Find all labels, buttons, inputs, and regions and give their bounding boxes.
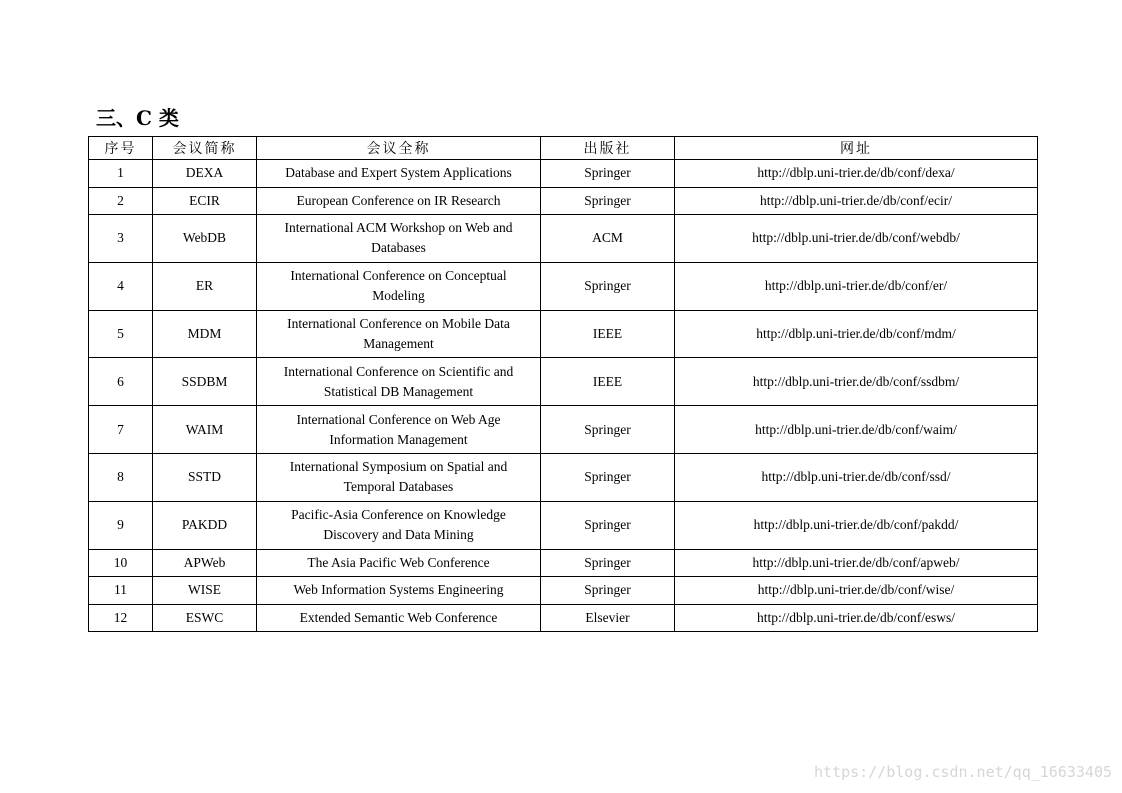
cell-url: http://dblp.uni-trier.de/db/conf/ecir/ [675,187,1038,215]
cell-index: 10 [89,549,153,577]
cell-url: http://dblp.uni-trier.de/db/conf/er/ [675,262,1038,310]
cell-full-name: International Conference on Conceptual Modeling [257,262,541,310]
cell-publisher: IEEE [541,358,675,406]
table-row [89,501,1038,549]
cell-index: 3 [89,215,153,263]
cell-index: 6 [89,358,153,406]
cell-url: http://dblp.uni-trier.de/db/conf/pakdd/ [675,501,1038,549]
cell-abbreviation: MDM [153,310,257,358]
cell-publisher: Springer [541,262,675,310]
cell-abbreviation: SSDBM [153,358,257,406]
cell-full-name: Database and Expert System Applications [257,160,541,188]
cell-index: 11 [89,577,153,605]
header-index: 序号 [89,137,153,160]
header-url: 网址 [675,137,1038,160]
header-publisher: 出版社 [541,137,675,160]
cell-abbreviation: SSTD [153,453,257,501]
table-row [89,358,1038,406]
cell-url: http://dblp.uni-trier.de/db/conf/mdm/ [675,310,1038,358]
cell-publisher: Springer [541,577,675,605]
cell-abbreviation: APWeb [153,549,257,577]
cell-index: 5 [89,310,153,358]
table-row [89,262,1038,310]
section-title: 三、C 类 [96,106,179,130]
cell-full-name: Web Information Systems Engineering [257,577,541,605]
cell-index: 9 [89,501,153,549]
table-row [89,310,1038,358]
conference-table [88,136,1038,632]
cell-url: http://dblp.uni-trier.de/db/conf/apweb/ [675,549,1038,577]
cell-publisher: Springer [541,187,675,215]
cell-publisher: Springer [541,549,675,577]
table-row [89,549,1038,577]
cell-full-name: The Asia Pacific Web Conference [257,549,541,577]
watermark: https://blog.csdn.net/qq_16633405 [813,763,1112,781]
table-header-row [89,137,1038,160]
cell-publisher: IEEE [541,310,675,358]
cell-abbreviation: WAIM [153,406,257,454]
table-row [89,160,1038,188]
cell-publisher: Springer [541,501,675,549]
cell-index: 7 [89,406,153,454]
cell-publisher: Springer [541,453,675,501]
cell-abbreviation: WebDB [153,215,257,263]
cell-url: http://dblp.uni-trier.de/db/conf/dexa/ [675,160,1038,188]
cell-index: 4 [89,262,153,310]
cell-url: http://dblp.uni-trier.de/db/conf/webdb/ [675,215,1038,263]
cell-full-name: Pacific-Asia Conference on Knowledge Discovery and Data Mining [257,501,541,549]
cell-full-name: International Conference on Mobile Data Management [257,310,541,358]
cell-full-name: International Conference on Web Age Information Management [257,406,541,454]
table-row [89,406,1038,454]
cell-abbreviation: DEXA [153,160,257,188]
cell-full-name: Extended Semantic Web Conference [257,604,541,632]
table-row [89,187,1038,215]
table-row [89,215,1038,263]
cell-url: http://dblp.uni-trier.de/db/conf/wise/ [675,577,1038,605]
cell-abbreviation: WISE [153,577,257,605]
cell-index: 12 [89,604,153,632]
cell-url: http://dblp.uni-trier.de/db/conf/waim/ [675,406,1038,454]
cell-full-name: International Symposium on Spatial and Temporal Databases [257,453,541,501]
cell-url: http://dblp.uni-trier.de/db/conf/esws/ [675,604,1038,632]
cell-abbreviation: PAKDD [153,501,257,549]
header-abbreviation: 会议简称 [153,137,257,160]
table-row [89,577,1038,605]
cell-publisher: Springer [541,406,675,454]
cell-publisher: Springer [541,160,675,188]
header-full-name: 会议全称 [257,137,541,160]
cell-full-name: International ACM Workshop on Web and Databases [257,215,541,263]
cell-abbreviation: ESWC [153,604,257,632]
cell-abbreviation: ER [153,262,257,310]
cell-full-name: European Conference on IR Research [257,187,541,215]
cell-index: 2 [89,187,153,215]
table-row [89,453,1038,501]
cell-url: http://dblp.uni-trier.de/db/conf/ssd/ [675,453,1038,501]
cell-index: 1 [89,160,153,188]
cell-full-name: International Conference on Scientific and Statistical DB Management [257,358,541,406]
cell-publisher: Elsevier [541,604,675,632]
table-row [89,604,1038,632]
cell-abbreviation: ECIR [153,187,257,215]
cell-url: http://dblp.uni-trier.de/db/conf/ssdbm/ [675,358,1038,406]
cell-publisher: ACM [541,215,675,263]
cell-index: 8 [89,453,153,501]
